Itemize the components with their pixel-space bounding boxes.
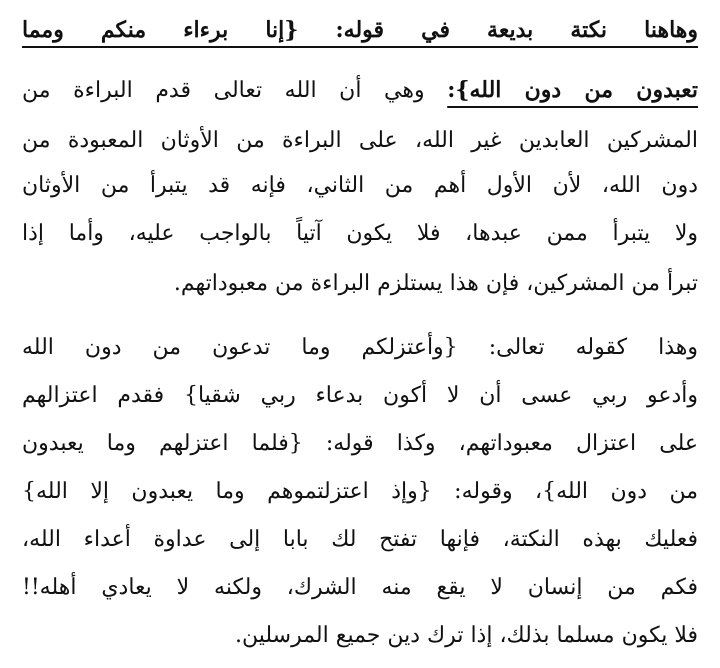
p2-line-6: فكم من إنسان لا يقع منه الشرك، ولكنه لا يعادي أهله!! xyxy=(22,575,698,600)
p1-heading-bold: وهاهنا نكتة بديعة في قوله: {إنا برءاء منكم ومما xyxy=(22,17,698,43)
p1-heading-bold-continued: تعبدون من دون الله}: xyxy=(447,77,698,103)
p1-line-5: ولا يتبرأ ممن عبدها، فلا يكون آتياً بالواجب عليه، وأما إذا xyxy=(22,221,698,246)
p1-line-3: المشركين العابدين غير الله، على البراءة من الأوثان المعبودة من xyxy=(22,128,698,153)
p2-line-7: فلا يكون مسلما بذلك، إذا ترك دين جميع المرسلين. xyxy=(234,623,698,648)
p2-line-1: وهذا كقوله تعالى: {وأعتزلكم وما تدعون من دون الله xyxy=(22,335,698,360)
p1-line-2-text: وهي أن الله تعالى قدم البراءة من xyxy=(22,78,448,103)
p2-line-2: وأدعو ربي عسى أن لا أكون بدعاء ربي شقيا} فقدم اعتزالهم xyxy=(22,383,698,408)
p1-line-4: دون الله، لأن الأول أهم من الثاني، فإنه قد يتبرأ من الأوثان xyxy=(22,173,698,198)
p2-line-4: من دون الله}، وقوله: {وإذ اعتزلتموهم وما يعبدون إلا الله} xyxy=(22,479,698,504)
p2-line-3: على اعتزال معبوداتهم، وكذا قوله: {فلما اعتزلهم وما يعبدون xyxy=(22,431,698,456)
p1-line-2 xyxy=(22,72,698,112)
p1-line-6: تبرأ من المشركين، فإن هذا يستلزم البراءة من معبوداتهم. xyxy=(173,271,698,296)
p1-line-1 xyxy=(22,12,698,52)
p2-line-5: فعليك بهذه النكتة، فإنها تفتح لك بابا إلى عداوة أعداء الله، xyxy=(22,527,698,552)
